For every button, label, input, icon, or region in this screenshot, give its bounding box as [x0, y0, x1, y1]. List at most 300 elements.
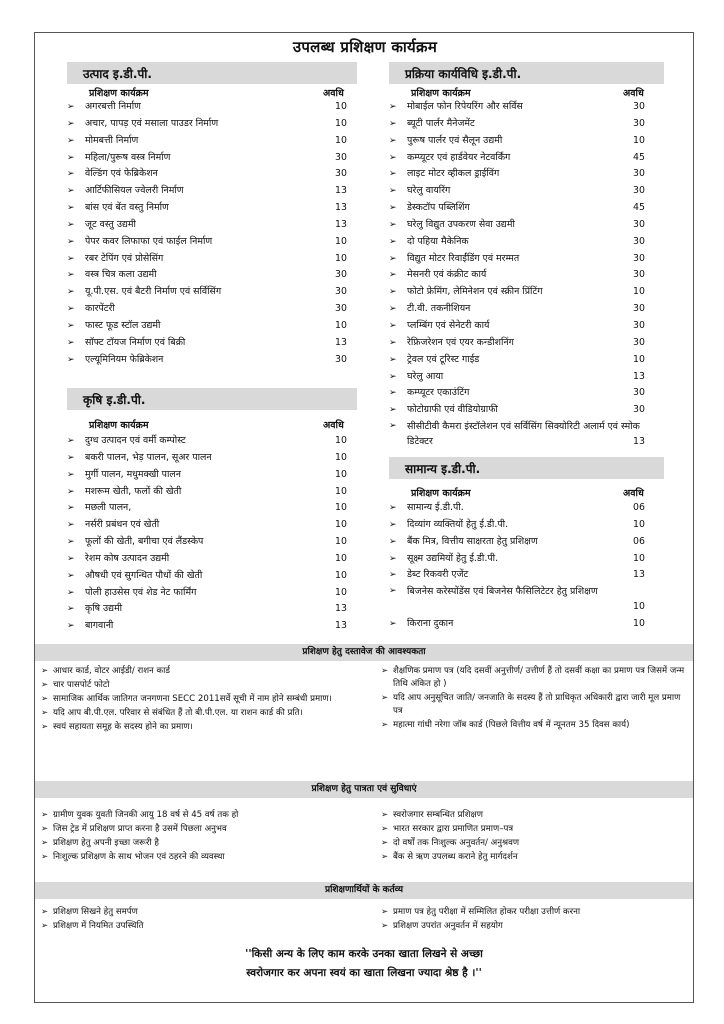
program-name: बिजनेस करेस्पोंडेंस एवं बिजनेस फैसिलिटेटर हेतु प्रशिक्षण: [407, 586, 598, 598]
program-duration: 10: [335, 101, 347, 112]
bullet-text: महात्मा गांधी नरेगा जॉब कार्ड (पिछले वित्तीय वर्ष में न्यूनतम 35 दिवस कार्य): [393, 720, 630, 730]
arrow-bullet-icon: ➢: [41, 852, 49, 862]
arrow-bullet-icon: ➢: [67, 219, 75, 230]
program-item: [63, 500, 353, 517]
bullet-item: [41, 906, 361, 919]
arrow-bullet-icon: ➢: [389, 405, 397, 416]
program-item: [63, 200, 353, 217]
program-name: पोली हाउसेस एवं शेड नेट फार्मिंग: [85, 586, 197, 598]
arrow-bullet-icon: ➢: [67, 102, 75, 112]
program-duration: 10: [335, 519, 347, 531]
program-item: [385, 251, 651, 268]
program-duration: 10: [335, 435, 347, 446]
program-duration: 30: [335, 286, 347, 298]
program-item: [63, 267, 353, 284]
arrow-bullet-icon: ➢: [67, 135, 75, 146]
bullet-item: [41, 665, 356, 678]
program-item: [63, 318, 353, 335]
program-duration: 13: [335, 336, 347, 348]
arrow-bullet-icon: ➢: [41, 722, 49, 732]
bullet-text: आधार कार्ड, वोटर आईडी/ राशन कार्ड: [53, 666, 170, 676]
list-krishi: [63, 433, 353, 635]
bullet-item: [381, 823, 686, 836]
duties-left-list: [41, 906, 361, 934]
program-name: टी.वी. तकनीशियन: [407, 303, 471, 315]
program-item: [385, 369, 651, 386]
list-utpad: [63, 99, 353, 369]
program-name: पुरूष पार्लर एवं सैलून उद्यमी: [407, 134, 503, 146]
arrow-bullet-icon: ➢: [67, 436, 75, 446]
program-name: दुग्ध उत्पादन एवं वर्मी कम्पोस्ट: [85, 435, 186, 446]
program-name: कृषि उद्यमी: [85, 603, 123, 615]
bullet-text: जिस ट्रेड में प्रशिक्षण प्राप्त करना है उसमें पिछला अनुभव: [53, 824, 227, 834]
program-duration: 45: [633, 202, 645, 214]
program-item: [63, 99, 353, 116]
arrow-bullet-icon: ➢: [389, 388, 397, 399]
program-duration: 10: [335, 569, 347, 581]
arrow-bullet-icon: ➢: [381, 907, 389, 917]
program-name: लाइट मोटर व्हीकल ड्राईविंग: [407, 168, 500, 180]
program-name: विद्युत मोटर रिवाईंडिंग एवं मरम्मत: [407, 252, 520, 264]
program-duration: 45: [633, 151, 645, 163]
program-item: [385, 133, 651, 150]
program-name: मोबाईल फोन रिपेयरिंग और सर्विस: [407, 101, 523, 112]
arrow-bullet-icon: ➢: [67, 452, 75, 463]
program-item: [385, 267, 651, 284]
program-item: [385, 166, 651, 183]
program-duration: 30: [633, 319, 645, 331]
program-name: ब्यूटी पार्लर मैनेजमेंट: [407, 117, 475, 129]
program-name: घरेलु विद्युत उपकरण सेवा उद्यमी: [407, 218, 515, 230]
arrow-bullet-icon: ➢: [389, 553, 397, 564]
program-duration: 30: [633, 387, 645, 399]
arrow-bullet-icon: ➢: [41, 824, 49, 834]
program-name: सॉफ्ट टॉयज निर्माण एवं बिक्री: [85, 336, 186, 348]
program-item: [63, 618, 353, 635]
documents-right-list: [381, 665, 686, 733]
program-duration: 30: [335, 269, 347, 281]
program-duration: 30: [633, 269, 645, 281]
closing-quote: [35, 945, 693, 983]
program-duration: 10: [335, 451, 347, 463]
bullet-item: [41, 920, 361, 933]
program-name: बैंक मित्र, वित्तीय साक्षरता हेतु प्रशिक्षण: [407, 535, 538, 547]
bullet-text: प्रशिक्षण में नियमित उपस्थिति: [53, 921, 144, 931]
program-item: [63, 551, 353, 568]
documents-left-list: [41, 665, 356, 735]
program-duration: 10: [335, 552, 347, 564]
arrow-bullet-icon: ➢: [67, 304, 75, 315]
program-duration: 06: [633, 535, 645, 547]
program-item: [385, 385, 651, 402]
program-item: [385, 234, 651, 251]
arrow-bullet-icon: ➢: [389, 320, 397, 331]
program-duration: 30: [633, 404, 645, 416]
bullet-text: यदि आप बी.पी.एल. परिवार से संबंधित हैं तो बी.पी.एल. या राशन कार्ड की प्रति।: [53, 708, 303, 718]
arrow-bullet-icon: ➢: [389, 253, 397, 264]
program-duration: 30: [633, 235, 645, 247]
program-name: मोमबत्ती निर्माण: [85, 134, 139, 146]
arrow-bullet-icon: ➢: [67, 253, 75, 264]
arrow-bullet-icon: ➢: [41, 666, 49, 676]
program-duration: 13: [633, 436, 645, 448]
program-item: [63, 217, 353, 234]
program-duration: 13: [335, 218, 347, 230]
program-name: दिव्यांग व्यक्तियों हेतु ई.डी.पी.: [407, 518, 509, 530]
program-name: बांस एवं बेंत वस्तु निर्माण: [85, 202, 169, 214]
bullet-item: [381, 809, 686, 822]
program-item: [63, 534, 353, 551]
eligibility-left-list: [41, 809, 361, 865]
program-item: [385, 183, 651, 200]
bullet-text: स्वयं सहायता समूह के सदस्य होने का प्रमाण।: [53, 722, 193, 732]
program-duration: 30: [335, 168, 347, 180]
arrow-bullet-icon: ➢: [67, 570, 75, 581]
bullet-item: [381, 837, 686, 850]
program-item: [385, 402, 651, 419]
section-heading-prakriya: प्रक्रिया कार्यविधि इ.डी.पी.: [389, 62, 664, 84]
program-item: [385, 616, 651, 633]
program-name: पेपर कवर लिफाफा एवं फाईल निर्माण: [85, 235, 213, 247]
arrow-bullet-icon: ➢: [389, 270, 397, 281]
program-name: रेफ्रिजरेशन एवं एयर कन्डीशनिंग: [407, 336, 514, 348]
program-duration: 10: [335, 586, 347, 598]
program-name: कारपेंटरी: [85, 303, 115, 315]
arrow-bullet-icon: ➢: [381, 838, 389, 848]
program-item: [385, 99, 651, 116]
arrow-bullet-icon: ➢: [67, 621, 75, 632]
program-name: सामान्य ई.डी.पी.: [407, 502, 464, 513]
program-name: औषधी एवं सुगन्धित पौधों की खेती: [85, 569, 203, 581]
bullet-item: [41, 837, 361, 850]
arrow-bullet-icon: ➢: [67, 169, 75, 180]
program-name: एल्यूमिनियम फेब्रिकेशन: [85, 353, 164, 365]
bullet-item: [41, 693, 356, 706]
quote-line-2: स्वरोजगार कर अपना स्वयं का खाता लिखना ज्यादा श्रेष्ठ है ।'': [246, 967, 482, 979]
program-name: रबर टेपिंग एवं प्रोसेसिंग: [85, 252, 164, 264]
col-program-prakriya: प्रशिक्षण कार्यक्रम: [411, 88, 471, 99]
duties-right-list: [381, 906, 686, 934]
bullet-item: [41, 721, 356, 734]
bullet-item: [41, 707, 356, 720]
program-name: घरेलु वायरिंग: [407, 185, 451, 197]
program-duration: 13: [633, 370, 645, 382]
program-name: डेस्कटॉप पब्लिशिंग: [407, 202, 470, 214]
program-duration: 30: [633, 185, 645, 197]
arrow-bullet-icon: ➢: [381, 720, 389, 730]
documents-heading: प्रशिक्षण हेतु दस्तावेज की आवश्यकता: [35, 644, 693, 661]
col-program-utpad: प्रशिक्षण कार्यक्रम: [89, 88, 149, 99]
bullet-text: दो वर्षों तक निःशुल्क अनुवर्तन/ अनुश्रवण: [393, 838, 520, 848]
program-name: यू.पी.एस. एवं बैटरी निर्माण एवं सर्विसिंग: [85, 286, 222, 298]
bullet-text: शैक्षणिक प्रमाण पत्र (यदि दसवीं अनुत्तीर्ण/ उत्तीर्ण हैं तो दसवीं कक्षा का प्रमाण पत्र जिसमें जन्म तिथि अंकित हो ): [393, 666, 685, 689]
arrow-bullet-icon: ➢: [67, 203, 75, 214]
program-item: [63, 251, 353, 268]
arrow-bullet-icon: ➢: [389, 421, 397, 432]
program-name: नर्सरी प्रबंधन एवं खेती: [85, 519, 160, 531]
program-duration: 13: [335, 620, 347, 632]
program-duration: 10: [633, 601, 645, 613]
bullet-text: बैंक से ऋण उपलब्ध कराने हेतु मार्गदर्शन: [393, 852, 518, 862]
program-item: [385, 200, 651, 217]
program-name: वेल्डिंग एवं फेब्रिकेशन: [85, 168, 158, 180]
program-duration: 10: [633, 552, 645, 564]
program-duration: 06: [633, 502, 645, 513]
program-duration: 13: [335, 603, 347, 615]
program-item: [385, 551, 651, 568]
section-heading-krishi: कृषि इ.डी.पी.: [67, 388, 357, 410]
program-duration: 10: [633, 618, 645, 630]
col-duration-samanya: अवधि: [623, 488, 644, 499]
program-name: फूलों की खेती, बगीचा एवं लैंडस्केप: [85, 536, 204, 548]
bullet-text: प्रशिक्षण सिखने हेतु समर्पण: [53, 907, 138, 917]
program-name: फास्ट फूड स्टॉल उद्यमी: [85, 319, 161, 331]
program-duration: 10: [335, 117, 347, 129]
program-item: [385, 150, 651, 167]
program-duration: 30: [633, 252, 645, 264]
arrow-bullet-icon: ➢: [389, 619, 397, 630]
col-program-krishi: प्रशिक्षण कार्यक्रम: [89, 420, 149, 431]
arrow-bullet-icon: ➢: [41, 921, 49, 931]
arrow-bullet-icon: ➢: [389, 304, 397, 315]
bullet-text: चार पासपोर्ट फोटो: [53, 680, 110, 690]
program-name: मेसनरी एवं कंक्रीट कार्य: [407, 269, 487, 281]
program-name: बकरी पालन, भेड़ पालन, सूअर पालन: [85, 451, 212, 463]
arrow-bullet-icon: ➢: [389, 152, 397, 163]
arrow-bullet-icon: ➢: [67, 186, 75, 197]
arrow-bullet-icon: ➢: [67, 270, 75, 281]
program-item: [63, 150, 353, 167]
program-item: [385, 584, 651, 616]
bullet-item: [381, 719, 686, 732]
program-item: [385, 517, 651, 534]
program-item: [63, 183, 353, 200]
bullet-item: [381, 920, 686, 933]
program-name: अचार, पापड़ एवं मसाला पाउडर निर्माण: [85, 117, 219, 129]
arrow-bullet-icon: ➢: [381, 921, 389, 931]
bullet-item: [381, 692, 686, 718]
eligibility-right-list: [381, 809, 686, 865]
arrow-bullet-icon: ➢: [381, 852, 389, 862]
program-duration: 30: [633, 218, 645, 230]
program-name: कम्प्यूटर एवं हार्डवेयर नेटवर्किंग: [407, 151, 511, 163]
program-item: [63, 133, 353, 150]
bullet-text: स्वरोजगार सम्बन्धित प्रशिक्षण: [393, 810, 483, 820]
program-item: [385, 352, 651, 369]
program-duration: 10: [335, 319, 347, 331]
arrow-bullet-icon: ➢: [381, 666, 389, 676]
arrow-bullet-icon: ➢: [67, 469, 75, 480]
bullet-text: ग्रामीण युवक युवती जिनकी आयु 18 वर्ष से 45 वर्ष तक हो: [53, 810, 239, 820]
arrow-bullet-icon: ➢: [389, 536, 397, 547]
program-name: घरेलु आया: [407, 370, 444, 382]
program-item: [385, 318, 651, 335]
program-duration: 10: [633, 353, 645, 365]
program-duration: 30: [335, 303, 347, 315]
bullet-item: [41, 679, 356, 692]
program-duration: 10: [335, 134, 347, 146]
bullet-text: निःशुल्क प्रशिक्षण के साथ भोजन एवं ठहरने की व्यवस्था: [53, 852, 225, 862]
program-item: [63, 585, 353, 602]
page-title: उपलब्ध प्रशिक्षण कार्यक्रम: [292, 38, 438, 56]
bullet-text: सामाजिक आर्थिक जातिगत जनगणना SECC 2011सर्वे सूची में नाम होने सम्बंधी प्रमाण।: [53, 694, 332, 704]
program-duration: 13: [633, 569, 645, 581]
bullet-item: [381, 906, 686, 919]
program-item: [385, 500, 651, 517]
duties-heading: प्रशिक्षणार्थियों के कर्तव्य: [35, 882, 693, 899]
arrow-bullet-icon: ➢: [67, 354, 75, 365]
program-item: [63, 568, 353, 585]
arrow-bullet-icon: ➢: [389, 337, 397, 348]
program-item: [63, 433, 353, 450]
list-prakriya: [385, 99, 651, 451]
arrow-bullet-icon: ➢: [67, 503, 75, 514]
arrow-bullet-icon: ➢: [41, 680, 49, 690]
program-item: [385, 567, 651, 584]
bullet-item: [381, 851, 686, 864]
program-name: सूक्ष्म उद्यमियों हेतु ई.डी.पी.: [407, 552, 499, 564]
arrow-bullet-icon: ➢: [389, 219, 397, 230]
arrow-bullet-icon: ➢: [389, 169, 397, 180]
program-item: [385, 284, 651, 301]
program-duration: 10: [335, 468, 347, 480]
col-duration-krishi: अवधि: [323, 420, 344, 431]
program-duration: 30: [335, 353, 347, 365]
program-name: आर्टिफीसियल ज्वेलरी निर्माण: [85, 185, 184, 197]
bullet-text: यदि आप अनुसूचित जाति/ जनजाति के सदस्य हैं तो प्राधिकृत अधिकारी द्वारा जारी मूल प्रमाण पत्र: [393, 693, 681, 716]
bullet-item: [41, 851, 361, 864]
program-duration: 30: [633, 168, 645, 180]
arrow-bullet-icon: ➢: [41, 907, 49, 917]
arrow-bullet-icon: ➢: [389, 503, 397, 513]
program-name: मछली पालन,: [85, 502, 132, 514]
program-name: सीसीटीवी कैमरा इंस्टॉलेशन एवं सर्विसिंग सिक्योरिटी अलार्म एवं स्मोक डिटेक्टर: [407, 421, 640, 448]
program-name: जूट वस्तु उद्यमी: [85, 218, 136, 230]
arrow-bullet-icon: ➢: [67, 337, 75, 348]
arrow-bullet-icon: ➢: [389, 519, 397, 530]
bullet-item: [381, 665, 686, 691]
program-item: [63, 467, 353, 484]
program-name: डेब्ट रिकवरी एजेंट: [407, 569, 469, 581]
arrow-bullet-icon: ➢: [41, 694, 49, 704]
program-duration: 10: [633, 518, 645, 530]
program-name: बागवानी: [85, 620, 114, 632]
program-name: कम्प्यूटर एकाउंटिंग: [407, 387, 470, 399]
program-name: ट्रेवल एवं टूरिस्ट गाईड: [407, 353, 480, 365]
arrow-bullet-icon: ➢: [67, 118, 75, 129]
bullet-item: [41, 809, 361, 822]
program-item: [63, 450, 353, 467]
program-item: [63, 234, 353, 251]
program-name: किराना दुकान: [407, 618, 454, 630]
arrow-bullet-icon: ➢: [67, 537, 75, 548]
program-item: [63, 301, 353, 318]
arrow-bullet-icon: ➢: [381, 693, 389, 703]
program-name: मुर्गी पालन, मधुमक्खी पालन: [85, 468, 181, 480]
bullet-text: प्रशिक्षण हेतु अपनी इच्छा जरूरी है: [53, 838, 159, 848]
program-name: अगरबत्ती निर्माण: [85, 101, 141, 112]
quote-line-1: ''किसी अन्य के लिए काम करके उनका खाता लिखने से अच्छा: [245, 948, 483, 960]
program-name: रेशम कोष उत्पादन उद्यमी: [85, 552, 170, 564]
arrow-bullet-icon: ➢: [381, 824, 389, 834]
arrow-bullet-icon: ➢: [67, 486, 75, 497]
list-samanya: [385, 500, 651, 633]
program-item: [63, 601, 353, 618]
col-duration-utpad: अवधि: [323, 88, 344, 99]
arrow-bullet-icon: ➢: [389, 186, 397, 197]
program-name: महिला/पुरूष वस्त्र निर्माण: [85, 151, 171, 163]
arrow-bullet-icon: ➢: [67, 320, 75, 331]
arrow-bullet-icon: ➢: [389, 118, 397, 129]
program-item: [63, 284, 353, 301]
program-duration: 30: [633, 303, 645, 315]
program-item: [385, 534, 651, 551]
bullet-text: भारत सरकार द्वारा प्रमाणित प्रमाण–पत्र: [393, 824, 514, 834]
arrow-bullet-icon: ➢: [67, 152, 75, 163]
arrow-bullet-icon: ➢: [67, 553, 75, 564]
program-item: [385, 217, 651, 234]
arrow-bullet-icon: ➢: [389, 236, 397, 247]
program-item: [63, 484, 353, 501]
program-item: [385, 301, 651, 318]
arrow-bullet-icon: ➢: [389, 135, 397, 146]
arrow-bullet-icon: ➢: [67, 520, 75, 531]
program-duration: 30: [633, 336, 645, 348]
program-name: प्लम्बिंग एवं सेनेटरी कार्य: [407, 319, 490, 331]
arrow-bullet-icon: ➢: [67, 236, 75, 247]
arrow-bullet-icon: ➢: [67, 287, 75, 298]
program-duration: 30: [633, 101, 645, 112]
program-item: [63, 116, 353, 133]
program-duration: 13: [335, 202, 347, 214]
program-item: [385, 335, 651, 352]
col-duration-prakriya: अवधि: [623, 88, 644, 99]
arrow-bullet-icon: ➢: [389, 354, 397, 365]
arrow-bullet-icon: ➢: [389, 287, 397, 298]
program-name: वस्त्र चित्र कला उद्यमी: [85, 269, 157, 281]
arrow-bullet-icon: ➢: [41, 810, 49, 820]
program-item: [63, 335, 353, 352]
arrow-bullet-icon: ➢: [67, 604, 75, 615]
arrow-bullet-icon: ➢: [389, 371, 397, 382]
program-duration: 30: [335, 151, 347, 163]
program-item: [63, 352, 353, 369]
program-duration: 10: [633, 134, 645, 146]
arrow-bullet-icon: ➢: [41, 838, 49, 848]
bullet-item: [41, 823, 361, 836]
program-name: दो पहिया मैकेनिक: [407, 235, 469, 247]
program-duration: 10: [335, 536, 347, 548]
arrow-bullet-icon: ➢: [67, 587, 75, 598]
section-heading-utpad: उत्पाद इ.डी.पी.: [67, 62, 357, 84]
page-frame: [34, 32, 694, 1003]
arrow-bullet-icon: ➢: [389, 102, 397, 112]
arrow-bullet-icon: ➢: [389, 203, 397, 214]
program-duration: 10: [335, 502, 347, 514]
section-heading-samanya: सामान्य इ.डी.पी.: [389, 457, 664, 479]
program-name: मशरूम खेती, फलों की खेती: [85, 485, 182, 497]
program-duration: 10: [335, 252, 347, 264]
program-duration: 10: [335, 485, 347, 497]
col-program-samanya: प्रशिक्षण कार्यक्रम: [411, 488, 471, 499]
program-duration: 13: [335, 185, 347, 197]
bullet-text: प्रमाण पत्र हेतु परीक्षा में सम्मिलित होकर परीक्षा उत्तीर्ण करना: [393, 907, 581, 917]
eligibility-heading: प्रशिक्षण हेतु पात्रता एवं सुविधाएं: [35, 781, 693, 798]
arrow-bullet-icon: ➢: [389, 586, 397, 597]
arrow-bullet-icon: ➢: [389, 570, 397, 581]
bullet-text: प्रशिक्षण उपरांत अनुवर्तन में सहयोग: [393, 921, 503, 931]
program-duration: 30: [633, 117, 645, 129]
